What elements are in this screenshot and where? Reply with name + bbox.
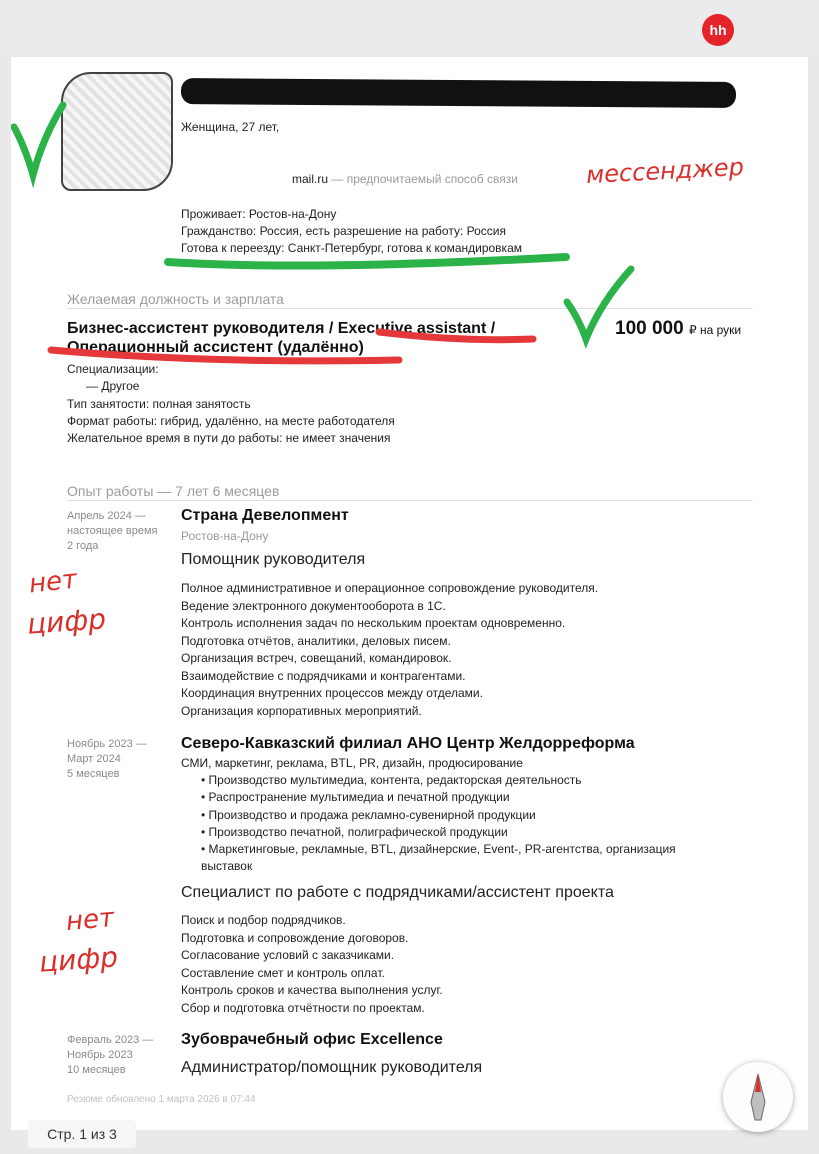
viewer-top-bar [0, 0, 819, 56]
work-format: Формат работы: гибрид, удалённо, на месте работодателя [67, 414, 395, 428]
green-check-salary [567, 269, 631, 339]
pen-icon [723, 1062, 793, 1132]
red-underline-executive [379, 332, 533, 340]
commute-time: Желательное время в пути до работы: не имеет значения [67, 431, 391, 445]
residence: Проживает: Ростов-на-Дону [181, 207, 337, 221]
gender-age: Женщина, 27 лет, [181, 120, 280, 134]
industry-item: • Производство и продажа рекламно-сувенирной продукции [201, 807, 536, 822]
experience-section-title: Опыт работы — 7 лет 6 месяцев [67, 483, 280, 499]
desired-position-line2: Операционный ассистент (удалённо) [67, 339, 364, 356]
job-2-company: Северо-Кавказский филиал АНО Центр Желдорреформа [181, 735, 635, 752]
job-2-end: Март 2024 [67, 753, 121, 765]
desired-position-line1: Бизнес-ассистент руководителя / Executive assistant / [67, 320, 496, 337]
job-2-duration: 5 месяцев [67, 768, 120, 780]
email-domain[interactable]: mail.ru [292, 172, 329, 186]
employment-type: Тип занятости: полная занятость [67, 397, 251, 411]
ink-strokes [11, 57, 808, 1130]
duty-item: Полное административное и операционное сопровождение руководителя. [181, 581, 599, 595]
salary-unit: ₽ на руки [688, 323, 742, 337]
duty-item: Подготовка и сопровождение договоров. [181, 930, 409, 945]
job-3-company: Зубоврачебный офис Excellence [181, 1031, 443, 1048]
job-2-industry: СМИ, маркетинг, реклама, BTL, PR, дизайн, продюсирование [181, 756, 523, 770]
relocation: Готова к переезду: Санкт-Петербург, готова к командировкам [181, 241, 522, 255]
citizenship: Гражданство: Россия, есть разрешение на работу: Россия [181, 224, 506, 238]
red-underline-operational [51, 350, 399, 361]
duty-item: Подготовка отчётов, аналитики, деловых писем. [181, 633, 451, 648]
resume-updated: Резюме обновлено 1 марта 2026 в 07:44 [67, 1094, 256, 1105]
specialization-item: — Другое [86, 379, 140, 393]
job-1-role: Помощник руководителя [181, 551, 366, 568]
markup-pen-button[interactable] [723, 1062, 793, 1132]
duty-item: Контроль исполнения задач по нескольким проектам одновременно. [181, 616, 566, 630]
duty-item: Согласование условий с заказчиками. [181, 948, 395, 962]
job-1-start: Апрель 2024 — [67, 510, 146, 522]
annotation-no-numbers-2b: цифр [37, 940, 120, 979]
email-note: — предпочитаемый способ связи [331, 172, 518, 186]
duty-item: Организация корпоративных мероприятий. [181, 703, 422, 718]
job-1-duration: 2 года [67, 540, 99, 552]
green-underline-relocation [168, 257, 566, 266]
industry-item: • Распространение мультимедиа и печатной продукции [201, 790, 510, 805]
annotation-messenger: мессенджер [585, 152, 745, 190]
specializations-label: Специализации: [67, 362, 159, 376]
job-1-end: настоящее время [67, 525, 158, 537]
desired-section-title: Желаемая должность и зарплата [67, 291, 284, 307]
salary-value: 100 000 [615, 318, 684, 339]
page-indicator[interactable]: Стр. 1 из 3 [28, 1120, 136, 1148]
duty-item: Поиск и подбор подрядчиков. [181, 913, 346, 927]
duty-item: Составление смет и контроль оплат. [181, 965, 385, 980]
duty-item: Взаимодействие с подрядчиками и контрагентами. [181, 668, 466, 683]
annotation-no-numbers-1b: цифр [25, 602, 108, 641]
job-2-start: Ноябрь 2023 — [67, 738, 147, 750]
duty-item: Координация внутренних процессов между отделами. [181, 686, 483, 700]
duty-item: Сбор и подготовка отчётности по проектам. [181, 1000, 425, 1015]
green-check-photo [14, 105, 63, 175]
job-3-start: Февраль 2023 — [67, 1034, 154, 1046]
job-1-company: Страна Девелопмент [181, 507, 349, 524]
industry-item: • Производство печатной, полиграфической продукции [201, 824, 508, 839]
job-1-city: Ростов-на-Дону [181, 529, 269, 543]
job-3-duration: 10 месяцев [67, 1064, 126, 1076]
industry-item: • Маркетинговые, рекламные, BTL, дизайнерские, Event-, PR-агентства, организация [201, 842, 676, 857]
resume-page [11, 57, 808, 1130]
job-3-end: Ноябрь 2023 [67, 1049, 133, 1061]
job-2-role: Специалист по работе с подрядчиками/ассистент проекта [181, 884, 614, 901]
industry-item: • Производство мультимедиа, контента, редакторская деятельность [201, 773, 582, 787]
annotation-no-numbers-1a: нет [27, 564, 79, 600]
duty-item: Организация встреч, совещаний, командировок. [181, 651, 452, 665]
annotation-no-numbers-2a: нет [64, 902, 116, 938]
duty-item: Ведение электронного документооборота в 1С. [181, 598, 446, 613]
hh-logo[interactable]: hh [702, 14, 734, 46]
duty-item: Контроль сроков и качества выполнения услуг. [181, 983, 443, 997]
job-3-role: Администратор/помощник руководителя [181, 1059, 483, 1076]
industry-item: выставок [201, 859, 253, 874]
